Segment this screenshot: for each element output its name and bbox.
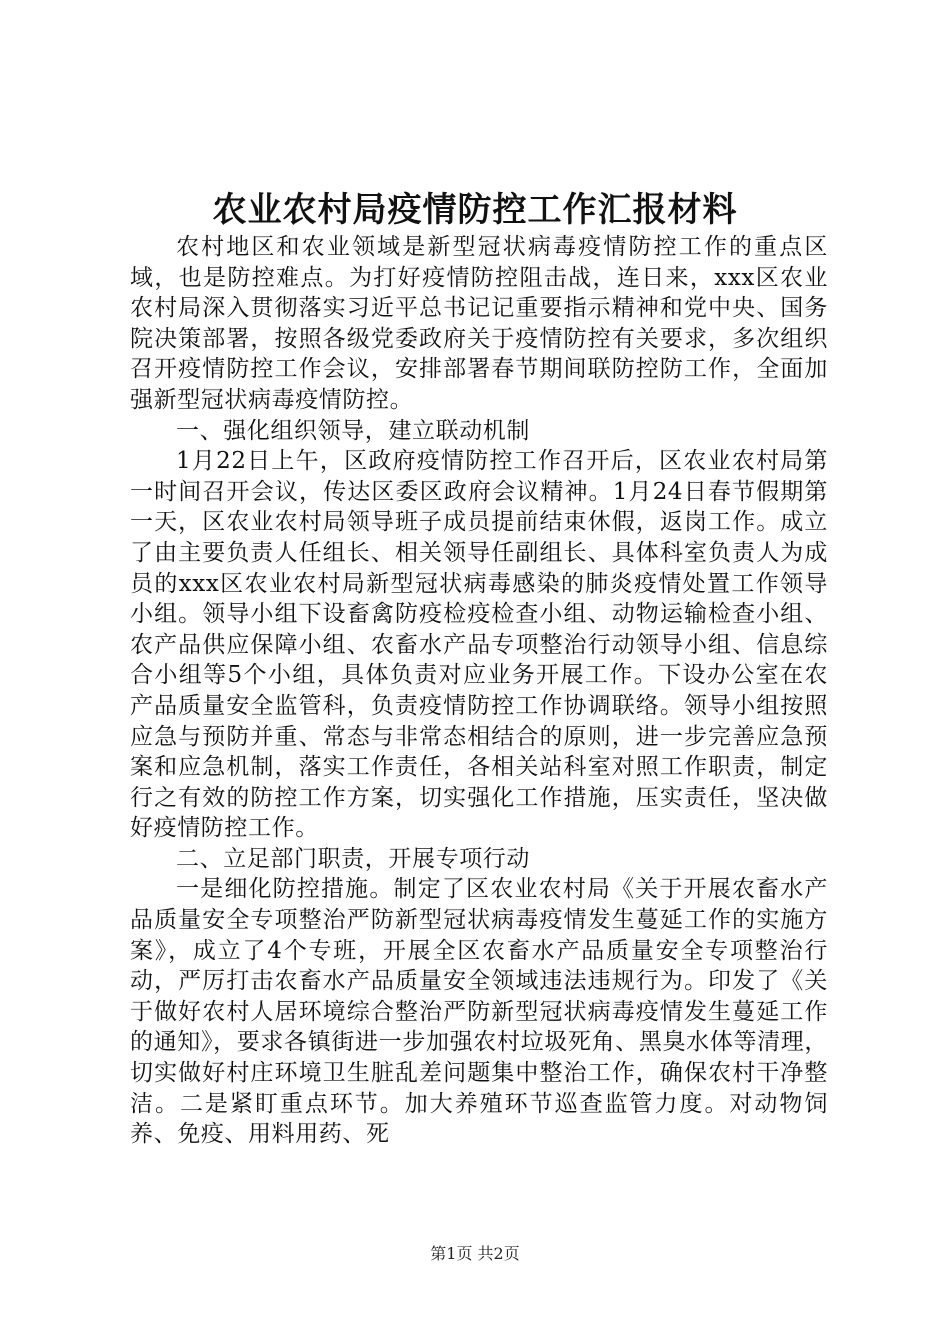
section-heading-1: 一、强化组织领导，建立联动机制 xyxy=(176,417,530,444)
paragraph-intro: 农村地区和农业领域是新型冠状病毒疫情防控工作的重点区域，也是防控难点。为打好疫情防控阻击战，连日来，xxx区农业农村局深入贯彻落实习近平总书记记重要指示精神和党中央、国务院决策部署，按照各级党委政府关于疫情防控有关要求，多次组织召开疫情防控工作会议，安排部署春节期间联防控防工作，全面加强新型冠状病毒疫情防控。 xyxy=(130,234,828,413)
paragraph-section-2: 一是细化防控措施。制定了区农业农村局《关于开展农畜水产品质量安全专项整治严防新型冠状病毒疫情发生蔓延工作的实施方案》，成立了4个专班，开展全区农畜水产品质量安全专项整治行动，严厉打击农畜水产品质量安全领域违法违规行为。印发了《关于做好农村人居环境综合整治严防新型冠状病毒疫情发生蔓延工作的通知》，要求各镇街进一步加强农村垃圾死角、黑臭水体等清理，切实做好村庄环境卫生脏乱差问题集中整治工作，确保农村干净整洁。二是紧盯重点环节。加大养殖环节巡查监管力度。对动物饲养、免疫、用料用药、死 xyxy=(130,876,828,1148)
paragraph-section-1: 1月22日上午，区政府疫情防控工作召开后，区农业农村局第一时间召开会议，传达区委区政府会议精神。1月24日春节假期第一天，区农业农村局领导班子成员提前结束休假，返岗工作。成立了由主要负责人任组长、相关领导任副组长、具体科室负责人为成员的xxx区农业农村局新型冠状病毒感染的肺炎疫情处置工作领导小组。领导小组下设畜禽防疫检疫检查小组、动物运输检查小组、农产品供应保障小组、农畜水产品专项整治行动领导小组、信息综合小组等5个小组，具体负责对应业务开展工作。下设办公室在农产品质量安全监管科，负责疫情防控工作协调联络。领导小组按照应急与预防并重、常态与非常态相结合的原则，进一步完善应急预案和应急机制，落实工作责任，各相关站科室对照工作职责，制定行之有效的防控工作方案，切实强化工作措施，压实责任，坚决做好疫情防控工作。 xyxy=(130,448,828,842)
document-title: 农业农村局疫情防控工作汇报材料 xyxy=(212,190,738,230)
section-heading-2: 二、立足部门职责，开展专项行动 xyxy=(176,845,530,872)
page-number-footer: 第1页 共2页 xyxy=(430,1244,520,1263)
document-body xyxy=(130,232,828,1150)
